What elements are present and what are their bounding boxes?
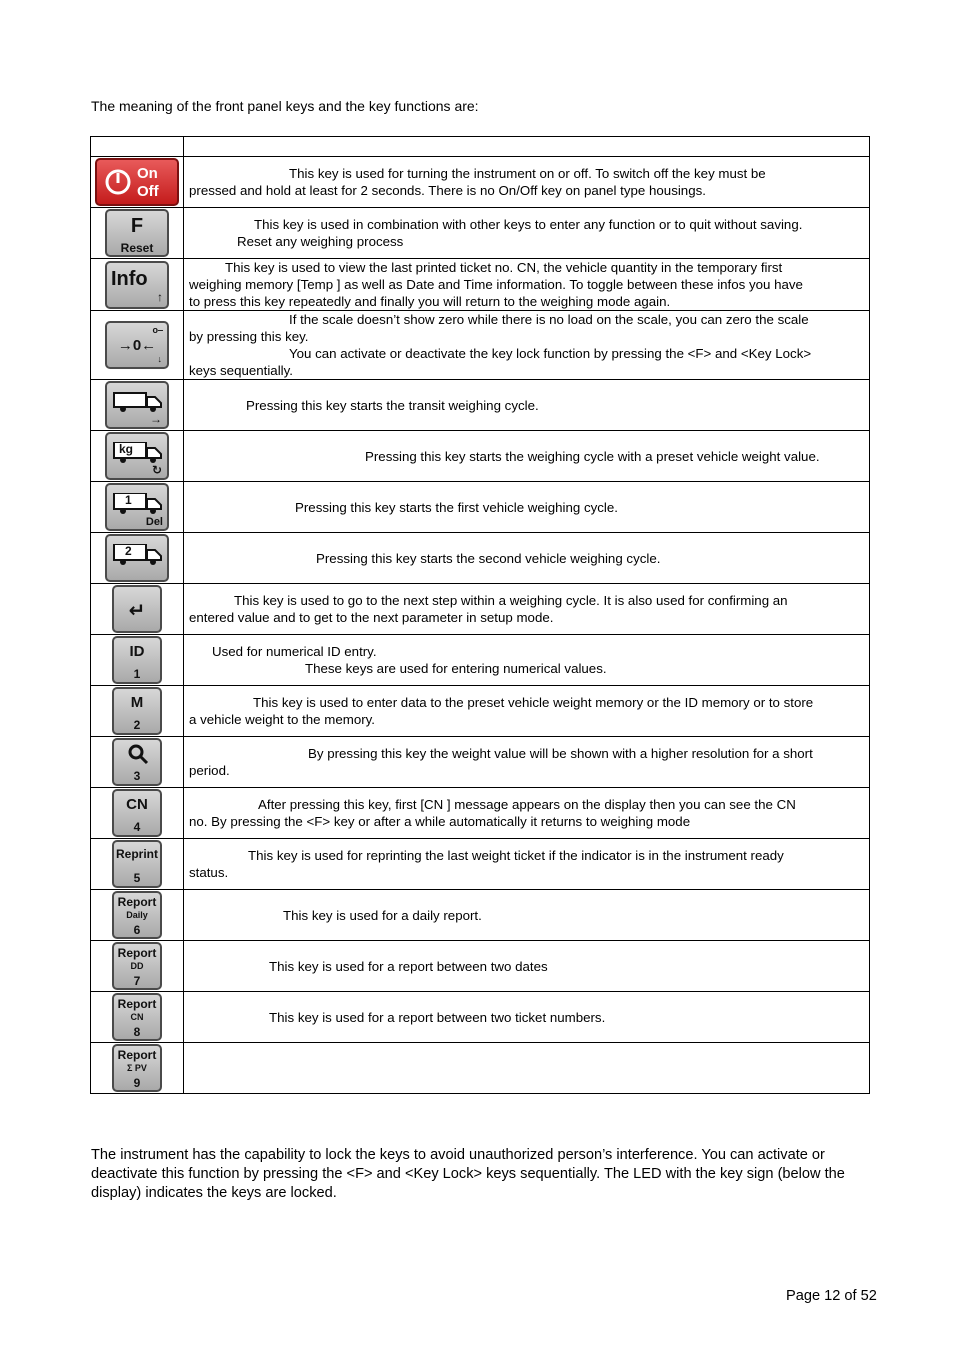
description-cell xyxy=(184,635,870,686)
key-cell xyxy=(91,1043,184,1094)
key-bottom-label: 4 xyxy=(133,820,141,834)
description-line: By pressing this key the weight value will be shown with a higher resolution for a short xyxy=(308,746,813,761)
second-weighing-key-icon xyxy=(105,534,169,582)
key-bottom-label: 5 xyxy=(133,871,141,885)
description-cell xyxy=(184,890,870,941)
description-line: entered value and to get to the next parameter in setup mode. xyxy=(189,610,554,625)
key-cell xyxy=(91,311,184,380)
table-row xyxy=(91,157,870,208)
key-top-label: Report xyxy=(117,997,157,1011)
down-arrow-icon: ↓ xyxy=(157,354,162,364)
keylock-paragraph: The instrument has the capability to lock the keys to avoid unauthorized person’s interference. You can activate or deactivate this function by pressing the <F> and <Key Lock> keys sequentially. The LED with the key sign (below the display) indicates the keys are locked. xyxy=(91,1147,845,1201)
key-top-label: M xyxy=(130,694,144,711)
description-line: Pressing this key starts the transit weighing cycle. xyxy=(246,397,539,413)
key-cell xyxy=(91,737,184,788)
magnifier-3-key-icon xyxy=(112,738,162,786)
table-header-row xyxy=(91,137,870,157)
description-line: weighing memory [Temp ] as well as Date and Time information. To toggle between these infos you have xyxy=(189,277,803,292)
description-line: This key is used to enter data to the preset vehicle weight memory or the ID memory or to store xyxy=(253,695,814,710)
report-cn-8-key-icon xyxy=(112,993,162,1041)
key-top-label: Report xyxy=(117,895,157,909)
description-cell xyxy=(184,584,870,635)
zero-keylock-key-icon xyxy=(105,321,169,369)
header-description-cell xyxy=(184,137,870,157)
table-row xyxy=(91,208,870,259)
table-row xyxy=(91,839,870,890)
key-top-label: 1 xyxy=(125,493,132,507)
description-line: This key is used for a report between two ticket numbers. xyxy=(269,1009,606,1025)
key-cell xyxy=(91,431,184,482)
key-bottom-label: 1 xyxy=(133,667,141,681)
description-cell xyxy=(184,737,870,788)
key-bottom-label: Reset xyxy=(120,241,154,255)
description-line: This key is used to view the last printed ticket no. CN, the vehicle quantity in the temporary first xyxy=(225,260,783,275)
report-dd-7-key-icon xyxy=(112,942,162,990)
description-line: a vehicle weight to the memory. xyxy=(189,712,375,727)
description-line: After pressing this key, first [CN ] message appears on the display then you can see the CN xyxy=(258,797,796,812)
enter-key-icon xyxy=(112,585,162,633)
table-row xyxy=(91,482,870,533)
description-line: This key is used for turning the instrument on or off. To switch off the key must be xyxy=(289,166,766,181)
key-bottom-label: Off xyxy=(137,183,159,200)
description-line: status. xyxy=(189,865,229,880)
table-row xyxy=(91,584,870,635)
description-line: You can activate or deactivate the key lock function by pressing the <F> and <Key Lock> xyxy=(289,346,812,361)
m-2-key-icon xyxy=(112,687,162,735)
description-cell xyxy=(184,533,870,584)
up-arrow-icon: ↑ xyxy=(157,289,163,304)
description-cell xyxy=(184,380,870,431)
key-cell xyxy=(91,788,184,839)
table-row xyxy=(91,992,870,1043)
key-bottom-label: 7 xyxy=(133,974,141,988)
on-off-key-icon xyxy=(95,158,179,206)
transit-truck-key-icon xyxy=(105,381,169,429)
description-line: This key is used for a daily report. xyxy=(283,907,482,923)
table-row xyxy=(91,533,870,584)
description-cell xyxy=(184,788,870,839)
power-icon xyxy=(103,167,133,197)
key-mid-label: Daily xyxy=(126,910,148,920)
key-cell xyxy=(91,635,184,686)
description-line: pressed and hold at least for 2 seconds. There is no On/Off key on panel type housings. xyxy=(189,183,706,198)
key-top-label: On xyxy=(137,165,158,182)
right-arrow-icon: → xyxy=(150,412,162,426)
key-bottom-label: 2 xyxy=(133,718,141,732)
key-function-table xyxy=(90,136,870,1094)
description-line: Pressing this key starts the weighing cycle with a preset vehicle weight value. xyxy=(365,448,820,464)
table-row xyxy=(91,259,870,311)
truck-icon xyxy=(113,391,163,413)
description-line: This key is used for reprinting the last weight ticket if the indicator is in the instrument ready xyxy=(248,848,784,863)
table-row xyxy=(91,941,870,992)
cn-4-key-icon xyxy=(112,789,162,837)
description-line: Used for numerical ID entry. xyxy=(212,644,377,659)
description-cell xyxy=(184,1043,870,1094)
description-line: If the scale doesn’t show zero while there is no load on the scale, you can zero the scale xyxy=(289,312,809,327)
description-line: These keys are used for entering numerical values. xyxy=(305,661,607,676)
table-row xyxy=(91,635,870,686)
description-cell xyxy=(184,686,870,737)
key-top-label: →0← xyxy=(117,337,157,354)
description-line: no. By pressing the <F> key or after a while automatically it returns to weighing mode xyxy=(189,814,691,829)
description-line: This key is used for a report between two dates xyxy=(269,958,548,974)
table-row xyxy=(91,431,870,482)
key-top-label: Report xyxy=(117,1048,157,1062)
key-bottom-label: 8 xyxy=(133,1025,141,1039)
preset-truck-key-icon xyxy=(105,432,169,480)
key-cell xyxy=(91,584,184,635)
report-sum-pv-9-key-icon xyxy=(112,1044,162,1092)
key-lock-icon: o‒ xyxy=(152,325,163,335)
key-cell xyxy=(91,157,184,208)
description-cell xyxy=(184,311,870,380)
description-cell xyxy=(184,208,870,259)
key-top-label: CN xyxy=(126,796,148,813)
key-cell xyxy=(91,482,184,533)
info-key-icon xyxy=(105,261,169,309)
key-cell xyxy=(91,839,184,890)
description-line: to press this key repeatedly and finally you will return to the weighing mode again. xyxy=(189,294,671,309)
key-bottom-label: 6 xyxy=(133,923,141,937)
enter-arrow-icon: ↵ xyxy=(128,600,146,622)
description-cell xyxy=(184,482,870,533)
key-cell xyxy=(91,686,184,737)
key-cell xyxy=(91,890,184,941)
key-top-label: F xyxy=(130,215,144,237)
key-mid-label: DD xyxy=(130,961,144,971)
key-cell xyxy=(91,208,184,259)
description-cell xyxy=(184,839,870,890)
table-row xyxy=(91,1043,870,1094)
truck-icon xyxy=(113,544,163,566)
table-row xyxy=(91,788,870,839)
key-top-label: kg xyxy=(119,442,134,456)
magnifier-icon xyxy=(127,743,149,765)
key-cell xyxy=(91,259,184,311)
page-number: Page 12 of 52 xyxy=(786,1288,877,1304)
description-line: This key is used in combination with other keys to enter any function or to quit without saving. xyxy=(254,217,803,232)
key-bottom-label: 3 xyxy=(133,769,141,783)
description-line: period. xyxy=(189,763,230,778)
key-cell xyxy=(91,533,184,584)
description-cell xyxy=(184,992,870,1043)
table-row xyxy=(91,380,870,431)
header-key-cell xyxy=(91,137,184,157)
table-row xyxy=(91,686,870,737)
key-top-label: Reprint xyxy=(116,847,158,861)
description-line: Pressing this key starts the first vehicle weighing cycle. xyxy=(295,499,618,515)
key-top-label: ID xyxy=(129,643,145,660)
description-line: by pressing this key. xyxy=(189,329,309,344)
first-weighing-key-icon xyxy=(105,483,169,531)
truck-icon xyxy=(113,493,163,515)
key-bottom-label: 9 xyxy=(133,1076,141,1090)
description-line: Pressing this key starts the second vehicle weighing cycle. xyxy=(316,550,661,566)
key-mid-label: Σ PV xyxy=(127,1063,147,1073)
key-cell xyxy=(91,941,184,992)
description-cell xyxy=(184,431,870,482)
table-row xyxy=(91,311,870,380)
description-line: Reset any weighing process xyxy=(237,234,404,249)
f-reset-key-icon xyxy=(105,209,169,257)
table-row xyxy=(91,890,870,941)
key-top-label: 2 xyxy=(125,544,132,558)
key-cell xyxy=(91,992,184,1043)
key-cell xyxy=(91,380,184,431)
table-row xyxy=(91,737,870,788)
description-cell xyxy=(184,259,870,311)
id-1-key-icon xyxy=(112,636,162,684)
intro-text: The meaning of the front panel keys and the key functions are: xyxy=(91,98,479,114)
key-top-label: Info xyxy=(111,267,148,290)
report-daily-6-key-icon xyxy=(112,891,162,939)
description-line: This key is used to go to the next step within a weighing cycle. It is also used for confirming an xyxy=(234,593,788,608)
key-bottom-label: Del xyxy=(145,516,163,528)
rotate-icon: ↻ xyxy=(151,463,162,477)
key-top-label: Report xyxy=(117,946,157,960)
description-cell xyxy=(184,941,870,992)
description-line: keys sequentially. xyxy=(189,363,293,378)
description-cell xyxy=(184,157,870,208)
reprint-5-key-icon xyxy=(112,840,162,888)
key-mid-label: CN xyxy=(130,1012,144,1022)
